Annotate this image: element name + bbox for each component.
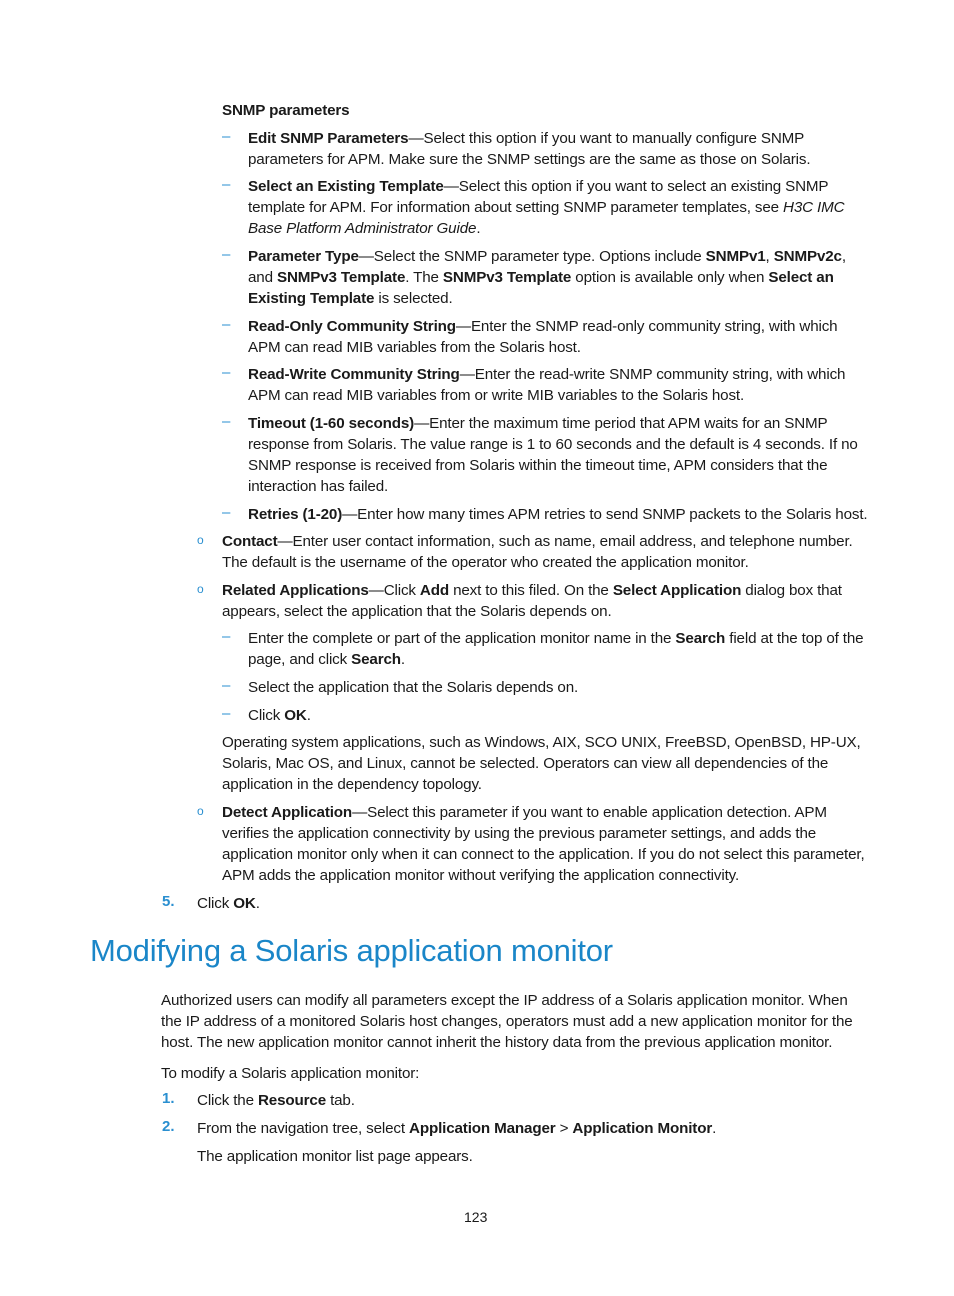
dash-bullet: – bbox=[222, 705, 231, 722]
dash-bullet: – bbox=[222, 246, 231, 263]
circle-bullet: o bbox=[197, 533, 204, 547]
dash-bullet: – bbox=[222, 316, 231, 333]
related-sub-search: Enter the complete or part of the application monitor name in the Search field at the top of the page, and click Search. bbox=[248, 630, 864, 668]
dash-bullet: – bbox=[222, 128, 231, 145]
dash-bullet: – bbox=[222, 677, 231, 694]
step-number: 5. bbox=[162, 893, 175, 910]
snmp-item-parameter-type: Parameter Type—Select the SNMP parameter type. Options include SNMPv1, SNMPv2c, and SNMPv3 Template. The SNMPv3 Template option is available only when Select an Existing Template is selected. bbox=[248, 248, 846, 307]
page-number: 123 bbox=[464, 1209, 488, 1225]
snmp-heading: SNMP parameters bbox=[222, 102, 350, 119]
snmp-item-read-only: Read-Only Community String—Enter the SNMP read-only community string, with which APM can read MIB variables from the Solaris host. bbox=[248, 318, 838, 356]
section-lead: To modify a Solaris application monitor: bbox=[161, 1065, 420, 1082]
step-2: From the navigation tree, select Application Manager > Application Monitor. bbox=[197, 1120, 717, 1137]
circle-bullet: o bbox=[197, 582, 204, 596]
section-title: Modifying a Solaris application monitor bbox=[90, 933, 613, 968]
dash-bullet: – bbox=[222, 413, 231, 430]
snmp-item-select-template: Select an Existing Template—Select this option if you want to select an existing SNMP template for APM. For information about setting SNMP parameter templates, see H3C IMC Base Platform Administrator Guide. bbox=[248, 178, 845, 237]
step-1: Click the Resource tab. bbox=[197, 1092, 355, 1109]
related-sub-ok: Click OK. bbox=[248, 707, 311, 724]
dash-bullet: – bbox=[222, 628, 231, 645]
step-5: Click OK. bbox=[197, 895, 260, 912]
dash-bullet: – bbox=[222, 504, 231, 521]
detect-application-item: Detect Application—Select this parameter if you want to enable application detection. APM verifies the application connectivity by using the previous parameter settings, and adds the application monitor only when it can connect to the application. If you do not select this parameter, APM adds the application monitor without verifying the application connectivity. bbox=[222, 804, 865, 884]
step-number: 1. bbox=[162, 1090, 175, 1107]
step-2-result: The application monitor list page appears. bbox=[197, 1148, 473, 1165]
related-applications-item: Related Applications—Click Add next to this filed. On the Select Application dialog box that appears, select the application that the Solaris depends on. bbox=[222, 582, 842, 620]
section-intro: Authorized users can modify all parameters except the IP address of a Solaris application monitor. When the IP address of a monitored Solaris host changes, operators must add a new application monitor for the host. The new application monitor cannot inherit the history data from the previous application monitor. bbox=[161, 992, 853, 1051]
dash-bullet: – bbox=[222, 364, 231, 381]
circle-bullet: o bbox=[197, 804, 204, 818]
related-sub-select: Select the application that the Solaris depends on. bbox=[248, 679, 579, 696]
dash-bullet: – bbox=[222, 176, 231, 193]
contact-item: Contact—Enter user contact information, such as name, email address, and telephone number. The default is the username of the operator who created the application monitor. bbox=[222, 533, 853, 571]
related-note: Operating system applications, such as Windows, AIX, SCO UNIX, FreeBSD, OpenBSD, HP-UX, Solaris, Mac OS, and Linux, cannot be selected. Operators can view all dependencies of the application in the dependency topology. bbox=[222, 734, 861, 793]
snmp-item-edit-params: Edit SNMP Parameters—Select this option if you want to manually configure SNMP parameters for APM. Make sure the SNMP settings are the same as those on Solaris. bbox=[248, 130, 811, 168]
snmp-item-retries: Retries (1-20)—Enter how many times APM retries to send SNMP packets to the Solaris host. bbox=[248, 506, 868, 523]
snmp-item-timeout: Timeout (1-60 seconds)—Enter the maximum time period that APM waits for an SNMP response from Solaris. The value range is 1 to 60 seconds and the default is 4 seconds. If no SNMP response is received from Solaris within the timeout time, APM considers that the interaction has failed. bbox=[248, 415, 858, 495]
step-number: 2. bbox=[162, 1118, 175, 1135]
snmp-item-read-write: Read-Write Community String—Enter the read-write SNMP community string, with which APM can read MIB variables from or write MIB variables to the Solaris host. bbox=[248, 366, 846, 404]
